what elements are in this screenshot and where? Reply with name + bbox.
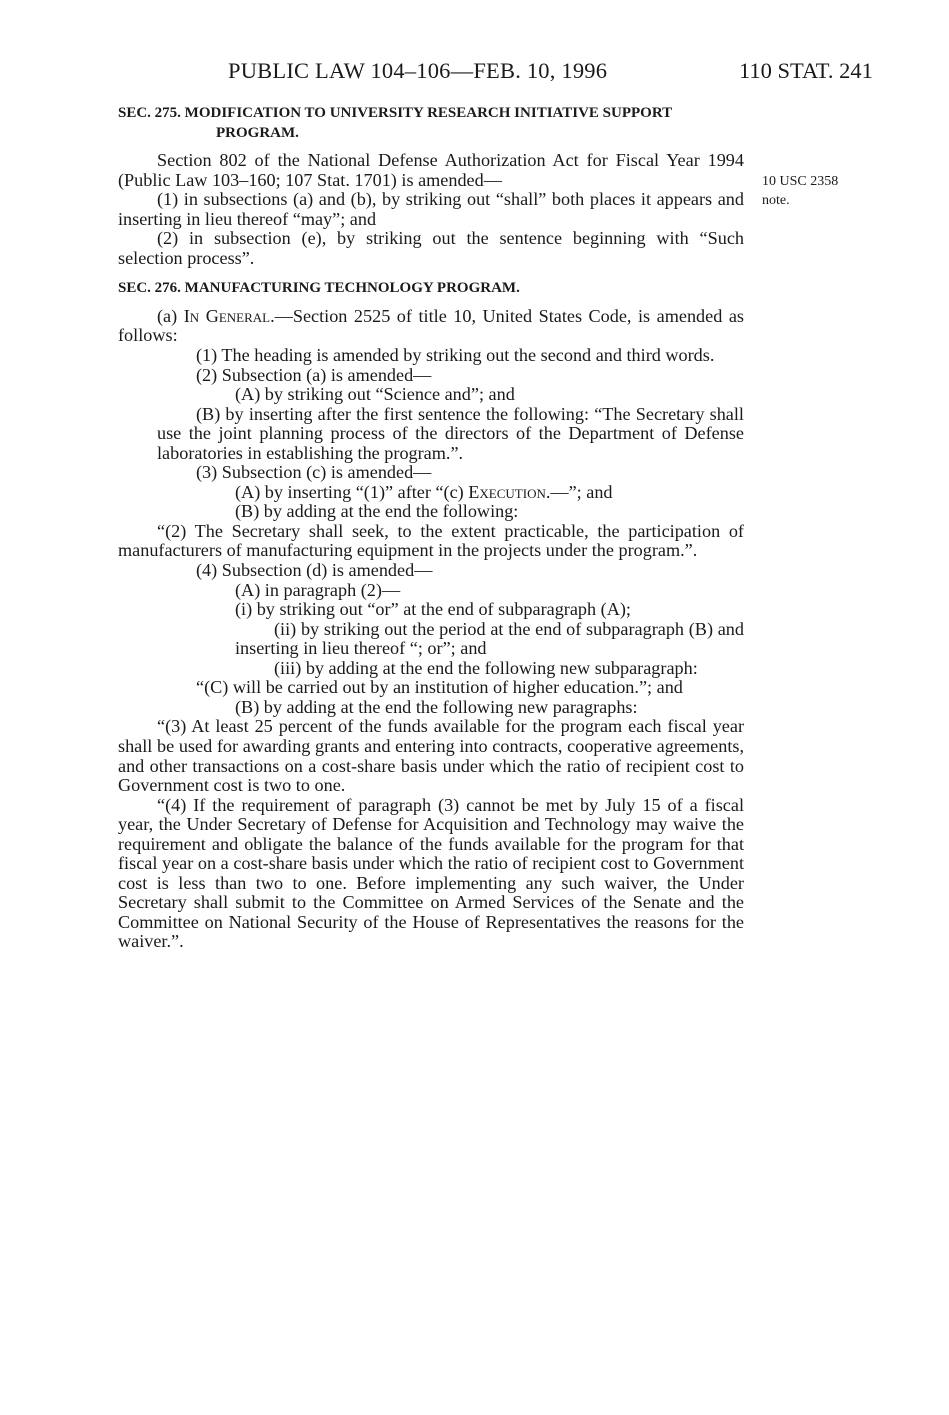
paragraph-3-A-caption: Execution	[468, 481, 546, 502]
stat-page-number: 110 STAT. 241	[739, 58, 873, 83]
quoted-subparagraph-C: “(C) will be carried out by an institution of higher education.”; and	[196, 677, 683, 698]
quoted-paragraph-3: “(3) At least 25 percent of the funds available for the program each fiscal year shall be used for awarding grants and entering into contracts, cooperative agreements, and other transactions on a cost-share basis under which the ratio of recipient cost to Government cost is two to one.	[118, 716, 744, 796]
paragraph-4-A-ii: (ii) by striking out the period at the end of subparagraph (B) and inserting in lieu thereof “; or”; and	[235, 618, 744, 659]
paragraph-3-A-post: .—”; and	[545, 481, 613, 502]
subsection-a-text: .—Section 2525 of title 10, United States Code, is amended as follows:	[118, 305, 744, 346]
paragraph-4-A-i: (i) by striking out “or” at the end of subparagraph (A);	[235, 599, 631, 620]
sec-275-heading: SEC. 275. MODIFICATION TO UNIVERSITY RESEARCH INITIATIVE SUPPORT PROGRAM.	[118, 105, 672, 141]
paragraph-1: (1) The heading is amended by striking out the second and third words.	[196, 345, 715, 366]
paragraph-3-A	[118, 483, 744, 503]
sec-276-subsection-a	[118, 307, 744, 346]
paragraph-3-A-pre: (A) by inserting “(1)” after “(c)	[235, 481, 469, 502]
subsection-a-label: (a)	[157, 305, 184, 326]
paragraph-4: (4) Subsection (d) is amended—	[196, 560, 433, 581]
paragraph-3-B: (B) by adding at the end the following:	[235, 501, 519, 522]
margin-note	[762, 172, 838, 210]
paragraph-4-A: (A) in paragraph (2)—	[235, 579, 401, 600]
paragraph-2-A: (A) by striking out “Science and”; and	[235, 384, 515, 405]
paragraph-4-B: (B) by adding at the end the following new paragraphs:	[235, 696, 638, 717]
quoted-paragraph-2: “(2) The Secretary shall seek, to the extent practicable, the participation of manufacturers of manufacturing equipment in the projects under the program.”.	[118, 520, 744, 561]
margin-note-citation: 10 USC 2358	[762, 174, 839, 189]
sec-275-intro: Section 802 of the National Defense Authorization Act for Fiscal Year 1994 (Public Law 103–160; 107 Stat. 1701) is amended—	[118, 150, 744, 190]
paragraph-4-A-iii: (iii) by adding at the end the following new subparagraph:	[274, 657, 698, 678]
sec-276-heading: SEC. 276. MANUFACTURING TECHNOLOGY PROGRAM.	[118, 280, 520, 297]
statute-body	[118, 104, 744, 952]
paragraph-2-B: (B) by inserting after the first sentence the following: “The Secretary shall use the joint planning process of the directors of the Department of Defense laboratories in establishing the program.”.	[157, 403, 744, 463]
paragraph-3: (3) Subsection (c) is amended—	[196, 462, 432, 483]
sec-275-item-1: (1) in subsections (a) and (b), by striking out “shall” both places it appears and inserting in lieu thereof “may”; and	[118, 189, 744, 229]
subsection-a-caption: In General	[183, 305, 271, 326]
sec-275-item-2: (2) in subsection (e), by striking out the sentence beginning with “Such selection process”.	[118, 228, 744, 268]
quoted-paragraph-4: “(4) If the requirement of paragraph (3) cannot be met by July 15 of a fiscal year, the Under Secretary of Defense for Acquisition and Technology may waive the requirement and obligate the balance of the funds available for the program for that fiscal year on a cost-share basis under which the ratio of recipient cost to Government cost is less than two to one. Before implementing any such waiver, the Under Secretary shall submit to the Committee on Armed Services of the Senate and the Committee on National Security of the House of Representatives the reasons for the waiver.”.	[118, 794, 744, 952]
running-head: PUBLIC LAW 104–106—FEB. 10, 1996	[228, 58, 608, 83]
margin-note-label: note.	[762, 193, 790, 208]
paragraph-2: (2) Subsection (a) is amended—	[196, 364, 432, 385]
